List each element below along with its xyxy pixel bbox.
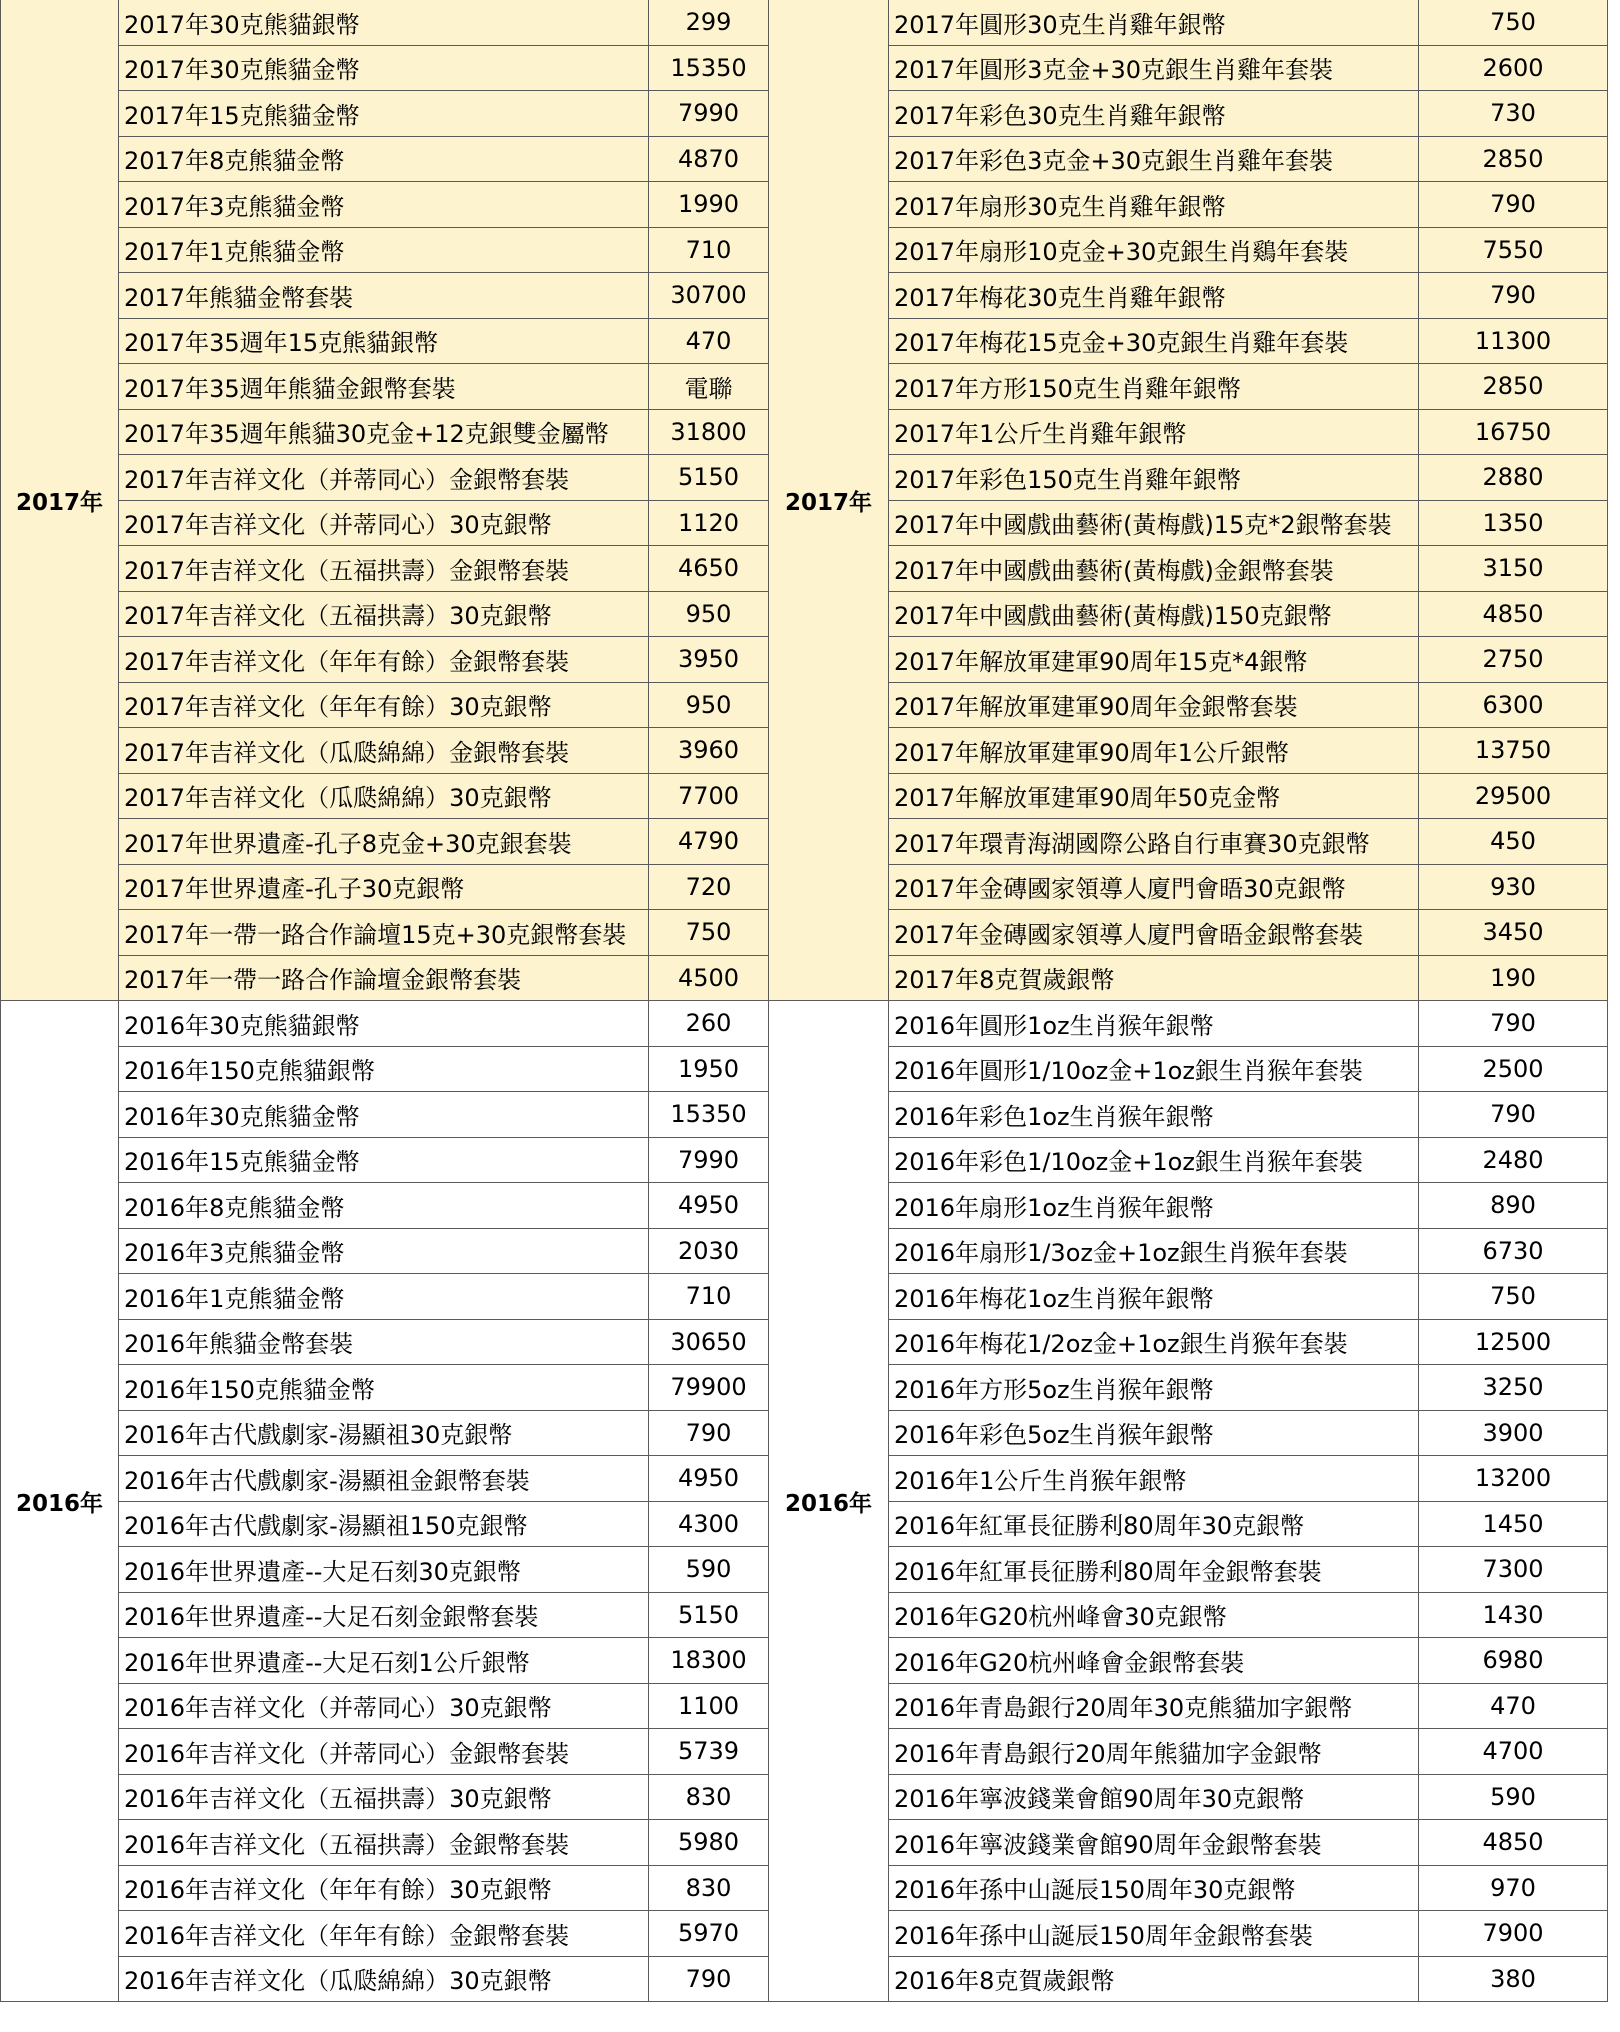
coin-price-left: 790 — [649, 1410, 769, 1456]
coin-price-right: 7300 — [1419, 1547, 1608, 1593]
coin-price-left: 31800 — [649, 409, 769, 455]
coin-price-right: 1450 — [1419, 1501, 1608, 1547]
coin-price-left: 79900 — [649, 1365, 769, 1411]
coin-name-right: 2017年圓形30克生肖雞年銀幣 — [889, 0, 1419, 45]
coin-price-left: 710 — [649, 227, 769, 273]
coin-price-left: 5980 — [649, 1820, 769, 1866]
coin-price-right: 1350 — [1419, 500, 1608, 546]
coin-name-right: 2016年寧波錢業會館90周年30克銀幣 — [889, 1774, 1419, 1820]
coin-name-left: 2017年世界遺產-孔子30克銀幣 — [119, 864, 649, 910]
coin-name-left: 2017年一帶一路合作論壇15克+30克銀幣套裝 — [119, 910, 649, 956]
coin-price-left: 5970 — [649, 1911, 769, 1957]
year-label-left: 2017年 — [1, 0, 119, 1001]
coin-name-right: 2016年扇形1/3oz金+1oz銀生肖猴年套裝 — [889, 1228, 1419, 1274]
coin-price-left: 830 — [649, 1865, 769, 1911]
coin-price-left: 4300 — [649, 1501, 769, 1547]
coin-price-right: 1430 — [1419, 1592, 1608, 1638]
coin-price-left: 2030 — [649, 1228, 769, 1274]
coin-price-left: 15350 — [649, 1092, 769, 1138]
coin-price-right: 3900 — [1419, 1410, 1608, 1456]
coin-name-right: 2016年寧波錢業會館90周年金銀幣套裝 — [889, 1820, 1419, 1866]
coin-price-right: 3150 — [1419, 546, 1608, 592]
coin-name-left: 2017年熊貓金幣套裝 — [119, 273, 649, 319]
coin-price-left: 1990 — [649, 182, 769, 228]
coin-price-right: 13750 — [1419, 728, 1608, 774]
coin-price-left: 950 — [649, 591, 769, 637]
coin-name-right: 2017年金磚國家領導人廈門會晤30克銀幣 — [889, 864, 1419, 910]
coin-price-right: 13200 — [1419, 1456, 1608, 1502]
coin-name-left: 2016年150克熊貓金幣 — [119, 1365, 649, 1411]
coin-name-left: 2016年吉祥文化（年年有餘）金銀幣套裝 — [119, 1911, 649, 1957]
coin-price-left: 4870 — [649, 136, 769, 182]
coin-price-right: 7550 — [1419, 227, 1608, 273]
year-label-left: 2016年 — [1, 1001, 119, 2002]
coin-name-left: 2017年吉祥文化（五福拱壽）30克銀幣 — [119, 591, 649, 637]
coin-price-right: 790 — [1419, 273, 1608, 319]
coin-name-left: 2017年35週年15克熊貓銀幣 — [119, 318, 649, 364]
coin-name-left: 2016年古代戲劇家-湯顯祖150克銀幣 — [119, 1501, 649, 1547]
coin-price-right: 3250 — [1419, 1365, 1608, 1411]
table-row — [1, 1001, 1608, 1047]
coin-name-right: 2016年彩色1/10oz金+1oz銀生肖猴年套裝 — [889, 1137, 1419, 1183]
coin-price-left: 720 — [649, 864, 769, 910]
coin-name-left: 2016年15克熊貓金幣 — [119, 1137, 649, 1183]
coin-name-left: 2016年30克熊貓金幣 — [119, 1092, 649, 1138]
coin-price-right: 790 — [1419, 1092, 1608, 1138]
coin-name-left: 2017年吉祥文化（并蒂同心）30克銀幣 — [119, 500, 649, 546]
section-2017 — [1, 0, 1608, 1001]
coin-price-right: 970 — [1419, 1865, 1608, 1911]
coin-price-left: 4950 — [649, 1183, 769, 1229]
coin-price-right: 2880 — [1419, 455, 1608, 501]
coin-name-right: 2016年紅軍長征勝利80周年30克銀幣 — [889, 1501, 1419, 1547]
coin-price-right: 6980 — [1419, 1638, 1608, 1684]
coin-price-left: 30700 — [649, 273, 769, 319]
coin-name-left: 2016年吉祥文化（并蒂同心）金銀幣套裝 — [119, 1729, 649, 1775]
coin-name-right: 2017年中國戲曲藝術(黃梅戲)金銀幣套裝 — [889, 546, 1419, 592]
coin-name-right: 2016年孫中山誕辰150周年30克銀幣 — [889, 1865, 1419, 1911]
coin-price-left: 4500 — [649, 955, 769, 1001]
coin-price-right: 2850 — [1419, 364, 1608, 410]
coin-name-right: 2017年1公斤生肖雞年銀幣 — [889, 409, 1419, 455]
coin-name-right: 2017年彩色150克生肖雞年銀幣 — [889, 455, 1419, 501]
coin-price-left: 710 — [649, 1274, 769, 1320]
coin-price-right: 4850 — [1419, 591, 1608, 637]
coin-name-right: 2016年梅花1/2oz金+1oz銀生肖猴年套裝 — [889, 1319, 1419, 1365]
coin-price-left: 470 — [649, 318, 769, 364]
coin-price-right: 790 — [1419, 182, 1608, 228]
coin-price-right: 2850 — [1419, 136, 1608, 182]
coin-price-left: 7700 — [649, 773, 769, 819]
coin-name-right: 2016年G20杭州峰會金銀幣套裝 — [889, 1638, 1419, 1684]
coin-price-left: 260 — [649, 1001, 769, 1047]
coin-price-left: 1950 — [649, 1046, 769, 1092]
coin-name-right: 2017年8克賀歲銀幣 — [889, 955, 1419, 1001]
coin-name-right: 2017年解放軍建軍90周年1公斤銀幣 — [889, 728, 1419, 774]
coin-price-left: 590 — [649, 1547, 769, 1593]
coin-price-left: 299 — [649, 0, 769, 45]
coin-name-right: 2016年方形5oz生肖猴年銀幣 — [889, 1365, 1419, 1411]
coin-name-right: 2017年彩色3克金+30克銀生肖雞年套裝 — [889, 136, 1419, 182]
coin-name-left: 2017年1克熊貓金幣 — [119, 227, 649, 273]
coin-name-left: 2016年世界遺產--大足石刻30克銀幣 — [119, 1547, 649, 1593]
coin-name-right: 2016年青島銀行20周年30克熊貓加字銀幣 — [889, 1683, 1419, 1729]
coin-name-right: 2016年G20杭州峰會30克銀幣 — [889, 1592, 1419, 1638]
year-label-right: 2016年 — [769, 1001, 889, 2002]
coin-name-left: 2016年熊貓金幣套裝 — [119, 1319, 649, 1365]
coin-price-right: 7900 — [1419, 1911, 1608, 1957]
coin-price-right: 590 — [1419, 1774, 1608, 1820]
section-2016 — [1, 1001, 1608, 2002]
coin-name-left: 2017年吉祥文化（五福拱壽）金銀幣套裝 — [119, 546, 649, 592]
coin-price-left: 950 — [649, 682, 769, 728]
coin-name-right: 2016年梅花1oz生肖猴年銀幣 — [889, 1274, 1419, 1320]
coin-price-left: 電聯 — [649, 364, 769, 410]
coin-price-right: 4850 — [1419, 1820, 1608, 1866]
coin-price-left: 7990 — [649, 91, 769, 137]
coin-name-right: 2017年解放軍建軍90周年15克*4銀幣 — [889, 637, 1419, 683]
coin-name-right: 2016年圓形1/10oz金+1oz銀生肖猴年套裝 — [889, 1046, 1419, 1092]
coin-price-left: 1100 — [649, 1683, 769, 1729]
coin-name-left: 2017年3克熊貓金幣 — [119, 182, 649, 228]
coin-name-right: 2016年孫中山誕辰150周年金銀幣套裝 — [889, 1911, 1419, 1957]
coin-price-left: 790 — [649, 1956, 769, 2002]
coin-name-left: 2017年吉祥文化（年年有餘）30克銀幣 — [119, 682, 649, 728]
coin-price-left: 5739 — [649, 1729, 769, 1775]
coin-price-right: 6730 — [1419, 1228, 1608, 1274]
coin-name-left: 2016年150克熊貓銀幣 — [119, 1046, 649, 1092]
coin-name-right: 2017年環青海湖國際公路自行車賽30克銀幣 — [889, 819, 1419, 865]
coin-name-left: 2017年吉祥文化（并蒂同心）金銀幣套裝 — [119, 455, 649, 501]
coin-name-left: 2017年8克熊貓金幣 — [119, 136, 649, 182]
coin-price-right: 730 — [1419, 91, 1608, 137]
coin-name-right: 2016年彩色5oz生肖猴年銀幣 — [889, 1410, 1419, 1456]
coin-price-right: 750 — [1419, 1274, 1608, 1320]
coin-name-left: 2016年吉祥文化（五福拱壽）金銀幣套裝 — [119, 1820, 649, 1866]
coin-name-right: 2016年圓形1oz生肖猴年銀幣 — [889, 1001, 1419, 1047]
coin-name-left: 2017年一帶一路合作論壇金銀幣套裝 — [119, 955, 649, 1001]
coin-price-right: 2500 — [1419, 1046, 1608, 1092]
coin-price-right: 380 — [1419, 1956, 1608, 2002]
coin-name-right: 2016年彩色1oz生肖猴年銀幣 — [889, 1092, 1419, 1138]
coin-name-right: 2016年扇形1oz生肖猴年銀幣 — [889, 1183, 1419, 1229]
coin-name-left: 2016年吉祥文化（瓜瓞綿綿）30克銀幣 — [119, 1956, 649, 2002]
coin-price-right: 190 — [1419, 955, 1608, 1001]
coin-name-right: 2017年中國戲曲藝術(黃梅戲)150克銀幣 — [889, 591, 1419, 637]
coin-price-left: 830 — [649, 1774, 769, 1820]
coin-price-right: 790 — [1419, 1001, 1608, 1047]
coin-name-right: 2017年解放軍建軍90周年50克金幣 — [889, 773, 1419, 819]
coin-price-left: 3950 — [649, 637, 769, 683]
coin-name-right: 2017年圓形3克金+30克銀生肖雞年套裝 — [889, 45, 1419, 91]
coin-price-right: 3450 — [1419, 910, 1608, 956]
coin-name-left: 2016年吉祥文化（五福拱壽）30克銀幣 — [119, 1774, 649, 1820]
coin-price-right: 29500 — [1419, 773, 1608, 819]
coin-price-left: 750 — [649, 910, 769, 956]
coin-name-left: 2017年世界遺產-孔子8克金+30克銀套裝 — [119, 819, 649, 865]
coin-name-left: 2017年35週年熊貓金銀幣套裝 — [119, 364, 649, 410]
year-label-right: 2017年 — [769, 0, 889, 1001]
coin-name-right: 2016年1公斤生肖猴年銀幣 — [889, 1456, 1419, 1502]
coin-name-left: 2017年吉祥文化（瓜瓞綿綿）金銀幣套裝 — [119, 728, 649, 774]
coin-name-left: 2016年8克熊貓金幣 — [119, 1183, 649, 1229]
coin-price-right: 16750 — [1419, 409, 1608, 455]
coin-price-left: 18300 — [649, 1638, 769, 1684]
coin-price-left: 15350 — [649, 45, 769, 91]
coin-name-right: 2017年扇形30克生肖雞年銀幣 — [889, 182, 1419, 228]
coin-name-left: 2017年15克熊貓金幣 — [119, 91, 649, 137]
coin-name-left: 2016年古代戲劇家-湯顯祖30克銀幣 — [119, 1410, 649, 1456]
coin-price-right: 450 — [1419, 819, 1608, 865]
coin-price-right: 4700 — [1419, 1729, 1608, 1775]
coin-name-left: 2016年世界遺產--大足石刻1公斤銀幣 — [119, 1638, 649, 1684]
coin-name-left: 2016年吉祥文化（年年有餘）30克銀幣 — [119, 1865, 649, 1911]
coin-name-right: 2017年解放軍建軍90周年金銀幣套裝 — [889, 682, 1419, 728]
coin-price-right: 12500 — [1419, 1319, 1608, 1365]
coin-price-left: 7990 — [649, 1137, 769, 1183]
coin-name-left: 2016年1克熊貓金幣 — [119, 1274, 649, 1320]
coin-name-right: 2017年彩色30克生肖雞年銀幣 — [889, 91, 1419, 137]
coin-price-right: 890 — [1419, 1183, 1608, 1229]
coin-price-right: 930 — [1419, 864, 1608, 910]
coin-name-right: 2016年青島銀行20周年熊貓加字金銀幣 — [889, 1729, 1419, 1775]
coin-price-left: 4650 — [649, 546, 769, 592]
coin-name-right: 2016年紅軍長征勝利80周年金銀幣套裝 — [889, 1547, 1419, 1593]
coin-price-right: 11300 — [1419, 318, 1608, 364]
coin-price-right: 2750 — [1419, 637, 1608, 683]
coin-name-right: 2017年中國戲曲藝術(黃梅戲)15克*2銀幣套裝 — [889, 500, 1419, 546]
coin-name-left: 2016年吉祥文化（并蒂同心）30克銀幣 — [119, 1683, 649, 1729]
table-row — [1, 0, 1608, 45]
coin-price-right: 2480 — [1419, 1137, 1608, 1183]
coin-name-right: 2016年8克賀歲銀幣 — [889, 1956, 1419, 2002]
coin-price-right: 6300 — [1419, 682, 1608, 728]
coin-name-right: 2017年扇形10克金+30克銀生肖鷄年套裝 — [889, 227, 1419, 273]
coin-price-left: 30650 — [649, 1319, 769, 1365]
coin-price-right: 750 — [1419, 0, 1608, 45]
coin-name-left: 2017年30克熊貓銀幣 — [119, 0, 649, 45]
coin-name-left: 2017年30克熊貓金幣 — [119, 45, 649, 91]
coin-name-left: 2016年3克熊貓金幣 — [119, 1228, 649, 1274]
coin-name-left: 2016年世界遺產--大足石刻金銀幣套裝 — [119, 1592, 649, 1638]
coin-name-left: 2016年古代戲劇家-湯顯祖金銀幣套裝 — [119, 1456, 649, 1502]
coin-price-left: 3960 — [649, 728, 769, 774]
coin-name-left: 2016年30克熊貓銀幣 — [119, 1001, 649, 1047]
coin-price-right: 470 — [1419, 1683, 1608, 1729]
coin-price-left: 1120 — [649, 500, 769, 546]
coin-price-right: 2600 — [1419, 45, 1608, 91]
coin-name-left: 2017年35週年熊貓30克金+12克銀雙金屬幣 — [119, 409, 649, 455]
coin-name-right: 2017年金磚國家領導人廈門會晤金銀幣套裝 — [889, 910, 1419, 956]
coin-price-left: 5150 — [649, 1592, 769, 1638]
coin-name-left: 2017年吉祥文化（年年有餘）金銀幣套裝 — [119, 637, 649, 683]
coin-name-right: 2017年梅花30克生肖雞年銀幣 — [889, 273, 1419, 319]
coin-price-left: 5150 — [649, 455, 769, 501]
coin-price-left: 4790 — [649, 819, 769, 865]
coin-name-right: 2017年方形150克生肖雞年銀幣 — [889, 364, 1419, 410]
coin-name-right: 2017年梅花15克金+30克銀生肖雞年套裝 — [889, 318, 1419, 364]
coin-name-left: 2017年吉祥文化（瓜瓞綿綿）30克銀幣 — [119, 773, 649, 819]
coin-price-left: 4950 — [649, 1456, 769, 1502]
